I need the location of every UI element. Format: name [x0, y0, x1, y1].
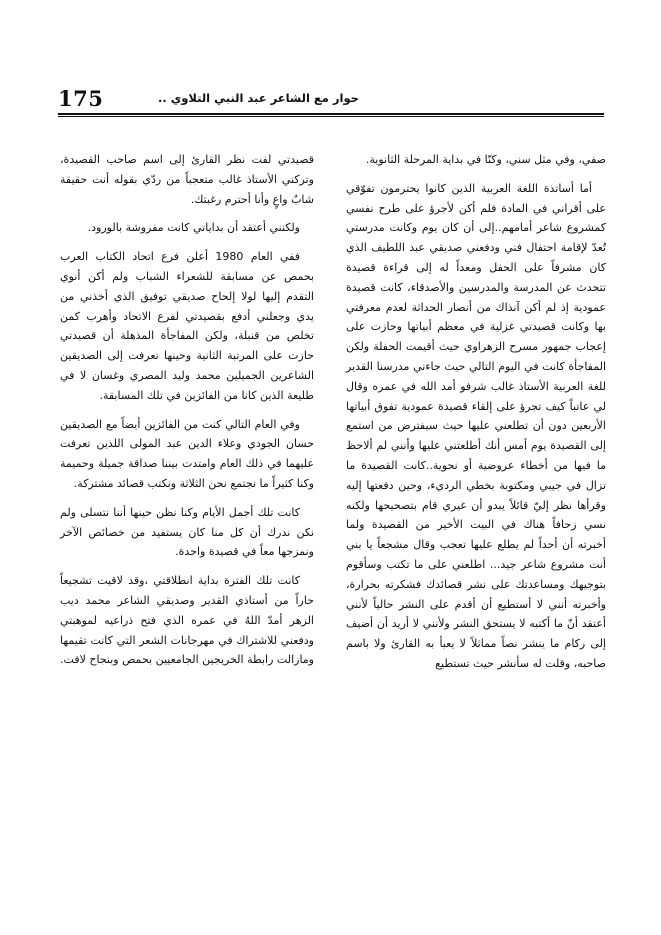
paragraph: صفي، وفي مثل سني، وكنّا في بداية المرحلة الثانوية.: [365, 153, 606, 166]
left-text-column: [60, 150, 314, 679]
paragraph: ولكنني أعتقد أن بداياتي كانت مفروشة بالورود.: [87, 221, 300, 235]
page-number: 175: [58, 86, 104, 111]
paragraph: كانت تلك أجمل الأيام وكنا نظن حينها أننا نتسلى ولم نكن ندرك أن كل منا كان يستفيد من خصائص الآخر ونمزجها معاً في قصيدة واحدة.: [60, 505, 314, 559]
paragraph: كانت تلك الفترة بداية انطلاقتي ،وقد لاقيت تشجيعاً حاراً من أستاذي القدير وصديقي الشاعر محمد ديب الزهر أمدّ اللهُ في عمره الذي فتح ذراعيه لموهبتي ودفعني للاشتراك في مهرجانات الشعر التي كانت تقيمها ومازالت رابطة الخريجين الجامعيين بحمص وبنجاح لافت.: [60, 574, 314, 667]
paragraph: وفي العام التالي كنت من الفائزين أيضاً مع الصديقين حسان الجودي وعلاء الدين عبد المولى اللذين تعرفت عليهما في ذلك العام وامتدت بيننا صداقة جميلة وحميمة وكنا كثيراً ما نجتمع نحن الثلاثة ونكتب قصائد مشتركة.: [60, 417, 314, 490]
paragraph: ففي العام 1980 أعلن فرع اتحاد الكتاب العرب بحمص عن مسابقة للشعراء الشباب ولم أكن أنوي التقدم إليها لولا إلحاح صديقي توفيق الذي أخذني من يدي وجعلني أدفع بقصيدتي لفرع الاتحاد وأهرب كمن تخلص من قنبلة، ولكن المفاجأة المذهلة أن قصيدتي حازت على المرتبة الثانية وحينها تعرفت إلى الصديقين الشاعرين الجميلين محمد وليد المصري وغسان لا في طليعة الذين كانا من الفائزين في تلك المسابقة.: [60, 250, 314, 402]
header-rule-thin: [58, 116, 604, 117]
header-rule: [58, 113, 604, 115]
paragraph: أما أساتذة اللغة العربية الذين كانوا يحترمون تفوّقي على أقراني في المادة فلم أكن لأجرؤ على طرح نفسي كمشروع شاعر أمامهم..إلى أن كان يوم وكانت مدرستي تُعدّ لإقامة احتفال فني ودفعني صديقي عبد اللطيف الذي كان مشرفاً على الحفل ومعداً له إلى قراءة قصيدة تتحدث عن المدرسة والمدرسين والأصدقاء، كانت قصيدة عمودية إذ لم أكن آنذاك من أنصار الحداثة لعدم معرفتي بها وكانت قصيدتي غزلية في معظم أبياتها وحازت على إعجاب جمهور مسرح الزهراوي حيث أقيمت الحفلة ولكن المفاجأة كانت في اليوم التالي حيث جاءني مدرسنا القدير للغة العربية الأستاذ غالب شرفو أمد الله في عمره وقال لي عاتباً كيف تجرؤ على إلقاء قصيدة عمودية تفوق أبياتها الأربعين دون أن تطلعني عليها حيث سيفترض من استمع إلى القصيدة يوم أمس أنك أطلعتني عليها وأنني لم ألاحظ ما فيها من أخطاء عروضية أو نحوية..كانت القصيدة ما تزال في جيبي ومكتوبة بخطي الرديء، وحين دفعتها إليه وقرأها نظر إليّ قائلاً يبدو أن غيري قام بتصحيحها ولكنه نسي زحافاً هناك في البيت الأخير من القصيدة ولما أخبرته أن أحداً لم يطلع عليها تعجب وقال مشجعاً يا بني أنت مشروع شاعر جيد... اطلعني على ما تكتب وسأقوم بتوجيهك ومساعدتك على نشر قصائدك فشكرته بحرارة، وأخبرته أنني لا أستطيع أن أقدم على النشر حالياً لأنني أعتقد أنّ ما أكتبه لا يستحق النشر ولأنني لا أريد أن أضيف إلى ركام ما ينشر نصاً مماثلاً لا يعبأ به القارئ ولا باسم صاحبه، وقلت له سأنشر حيث تستطيع: [346, 181, 606, 670]
running-header-title: حوار مع الشاعر عبد النبي التلاوي ..: [158, 91, 359, 105]
paragraph: قصيدتي لفت نظر القارئ إلى اسم صاحب القصيدة، وتركني الأستاذ غالب متعجباً من ردّي بقوله أنت حقيقة شابٌ واعٍ وأنا أحترم رغبتك.: [60, 153, 314, 206]
right-text-column: [346, 150, 606, 683]
